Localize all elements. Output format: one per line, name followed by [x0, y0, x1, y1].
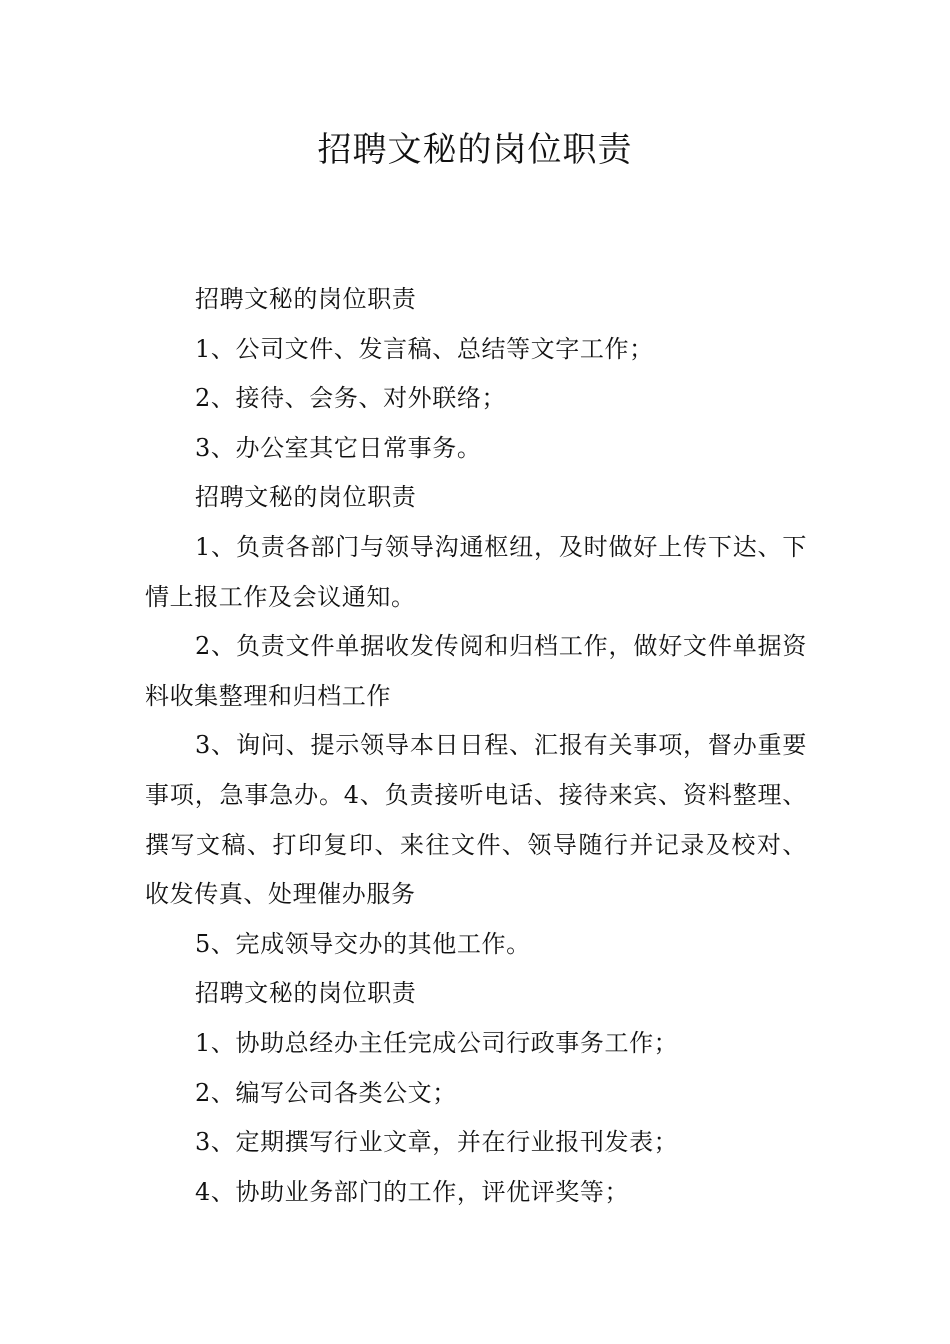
paragraph: 3、询问、提示领导本日日程、汇报有关事项，督办重要事项，急事急办。4、负责接听电话、接待来宾、资料整理、撰写文稿、打印复印、来往文件、领导随行并记录及校对、收发传真、处理催办服务 — [145, 731, 807, 909]
paragraph: 1、负责各部门与领导沟通枢纽，及时做好上传下达、下情上报工作及会议通知。 — [145, 532, 807, 611]
page-title: 招聘文秘的岗位职责 — [317, 130, 633, 170]
paragraph: 1、协助总经办主任完成公司行政事务工作； — [195, 1028, 679, 1057]
paragraph: 1、公司文件、发言稿、总结等文字工作； — [195, 334, 654, 363]
paragraph: 4、协助业务部门的工作，评优评奖等； — [195, 1177, 630, 1206]
paragraph-section-heading-1: 招聘文秘的岗位职责 — [195, 285, 417, 313]
document-body — [145, 275, 807, 1217]
paragraph: 3、定期撰写行业文章，并在行业报刊发表； — [195, 1128, 679, 1157]
paragraph: 2、接待、会务、对外联络； — [195, 384, 507, 413]
paragraph-section-heading-3: 招聘文秘的岗位职责 — [195, 979, 417, 1008]
paragraph-section-heading-2: 招聘文秘的岗位职责 — [195, 483, 417, 512]
paragraph: 2、负责文件单据收发传阅和归档工作，做好文件单据资料收集整理和归档工作 — [145, 632, 807, 710]
paragraph: 2、编写公司各类公文； — [195, 1078, 457, 1107]
paragraph: 5、完成领导交办的其他工作。 — [195, 929, 531, 958]
paragraph: 3、办公室其它日常事务。 — [195, 433, 482, 462]
